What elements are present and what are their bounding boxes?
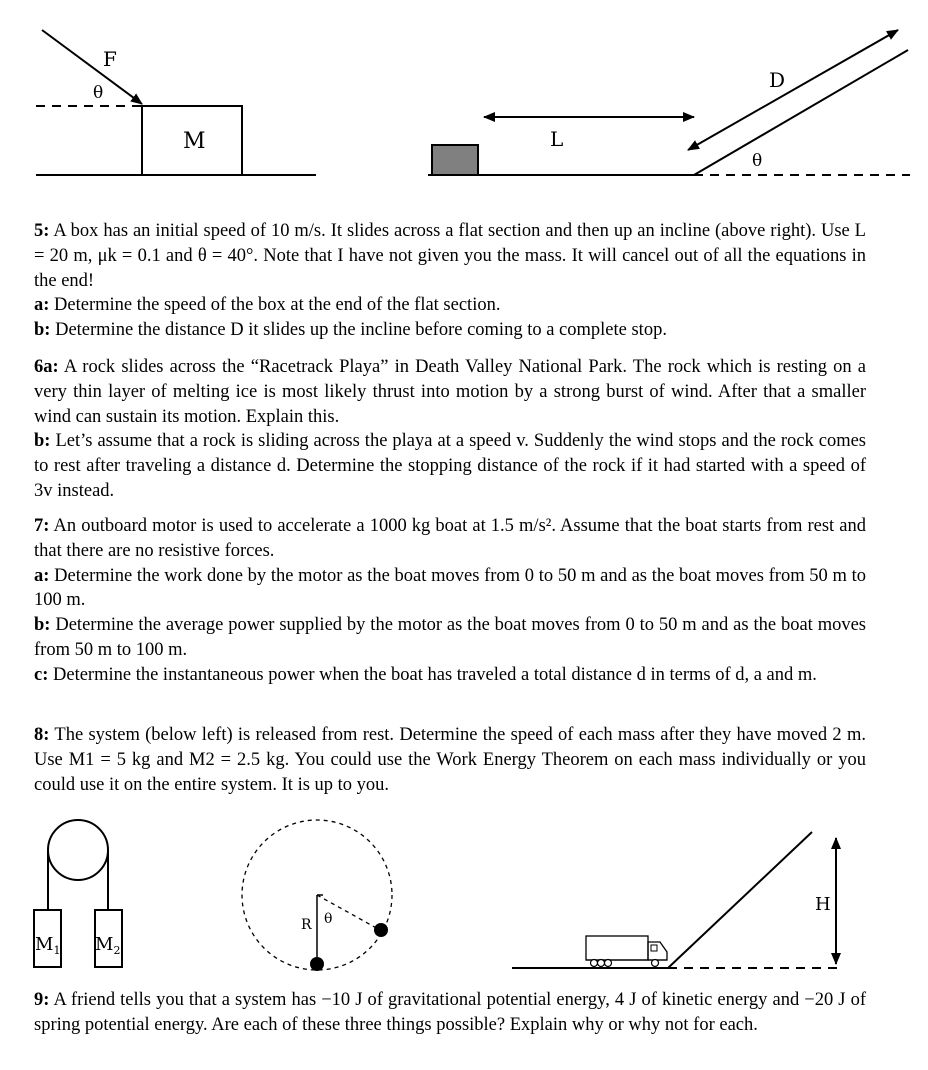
height-label: H (815, 894, 831, 915)
problem-6 (34, 355, 866, 504)
mass-label: M (183, 129, 206, 154)
problem-8-label: 8: (34, 725, 50, 745)
bottom-figures (0, 810, 928, 980)
force-arrow (42, 30, 142, 104)
top-figures (0, 0, 928, 195)
problem-5b-text: Determine the distance D it slides up the incline before coming to a complete stop. (55, 320, 667, 341)
problem-7a-label: a: (34, 565, 50, 586)
distance-d-arrow (688, 30, 898, 150)
problem-8-statement (34, 723, 866, 797)
problem-5 (34, 219, 866, 343)
problem-6b (34, 429, 866, 503)
pulley-figure (34, 820, 122, 967)
incline-angle-label: θ (752, 151, 763, 171)
problem-7b-text: Determine the average power supplied by the motor as the boat moves from 0 to 50 m and as the boat moves from 50 m to 100 m. (34, 615, 867, 660)
force-angle-label: θ (93, 83, 104, 103)
problem-7c-label: c: (34, 664, 49, 685)
force-label: F (103, 47, 117, 71)
problem-7a-text: Determine the work done by the motor as the boat moves from 0 to 50 m and as the boat moves from 50 m to 100 m. (34, 565, 867, 611)
ramp-surface (668, 832, 812, 968)
m1-label: $M_1$ (35, 934, 61, 957)
problem-9-label: 9: (34, 990, 50, 1010)
problem-9-statement (34, 988, 866, 1038)
distance-d-label: D (769, 68, 786, 92)
m2-label: $M_2$ (95, 934, 121, 957)
problem-5a-text: Determine the speed of the box at the end of the flat section. (54, 295, 501, 316)
problem-7-label: 7: (34, 516, 50, 536)
radius-label: R (301, 917, 312, 933)
problem-5-label: 5: (34, 221, 50, 241)
problem-6b-label: b: (34, 431, 51, 452)
sliding-box (432, 145, 478, 175)
problem-7b-label: b: (34, 615, 51, 636)
incline-figure (428, 30, 910, 175)
problem-8-text: The system (below left) is released from rest. Determine the speed of each mass after they have moved 2 m. Use M1 = 5 kg and M2 = 2.5 kg. You could use the Work Energy Theorem on each mass individually or you could use it on the entire system. It is up to you. (34, 725, 866, 795)
problem-5a-label: a: (34, 295, 50, 316)
problem-7b (34, 613, 866, 663)
problem-6b-text: Let’s assume that a rock is sliding across the playa at a speed v. Suddenly the wind stops and the rock comes to rest after traveling a distance d. Determine the stopping distance of the rock if it had started with a speed of 3v instead. (34, 431, 866, 501)
problem-7c-text: Determine the instantaneous power when the boat has traveled a total distance d in terms of d, a and m. (53, 664, 817, 685)
truck-icon (586, 936, 667, 967)
problem-7 (34, 514, 866, 688)
problem-9-text: A friend tells you that a system has −10 J of gravitational potential energy, 4 J of kinetic energy and −20 J of spring potential energy. Are each of these three things possible? Explain why or why not for each. (34, 990, 866, 1035)
problem-5a (34, 293, 866, 318)
problem-7a (34, 564, 866, 614)
problem-5b-label: b: (34, 320, 51, 341)
pendulum-angle-label: θ (324, 911, 333, 927)
incline-surface (694, 50, 908, 175)
force-box-figure (36, 30, 316, 175)
problem-8 (34, 723, 866, 797)
problem-5b (34, 318, 866, 343)
problem-7-statement (34, 514, 866, 564)
distance-l-label: L (550, 127, 564, 151)
truck-ramp-figure (512, 832, 842, 968)
bob-bottom (310, 957, 324, 971)
problem-7c (34, 663, 866, 688)
pendulum-figure (242, 820, 392, 971)
problem-5-text: A box has an initial speed of 10 m/s. It slides across a flat section and then up an incline (above right). Use L = 20 m, μk = 0.1 and θ = 40°. Note that I have not given you the mass. It will cancel out of all the equations in the end! (34, 221, 866, 291)
problem-7-text: An outboard motor is used to accelerate a 1000 kg boat at 1.5 m/s². Assume that the boat starts from rest and that there are no resistive forces. (34, 516, 866, 561)
problem-5-statement (34, 219, 866, 293)
problem-6a-label: 6a: (34, 357, 59, 377)
problem-6a (34, 355, 866, 429)
problem-6a-text: A rock slides across the “Racetrack Playa” in Death Valley National Park. The rock which is resting on a very thin layer of melting ice is most likely thrust into motion by a strong burst of wind. After that a smaller wind can sustain its motion. Explain this. (34, 357, 866, 427)
pulley-wheel (48, 820, 108, 880)
bob-displaced (374, 923, 388, 937)
problem-9 (34, 988, 866, 1038)
